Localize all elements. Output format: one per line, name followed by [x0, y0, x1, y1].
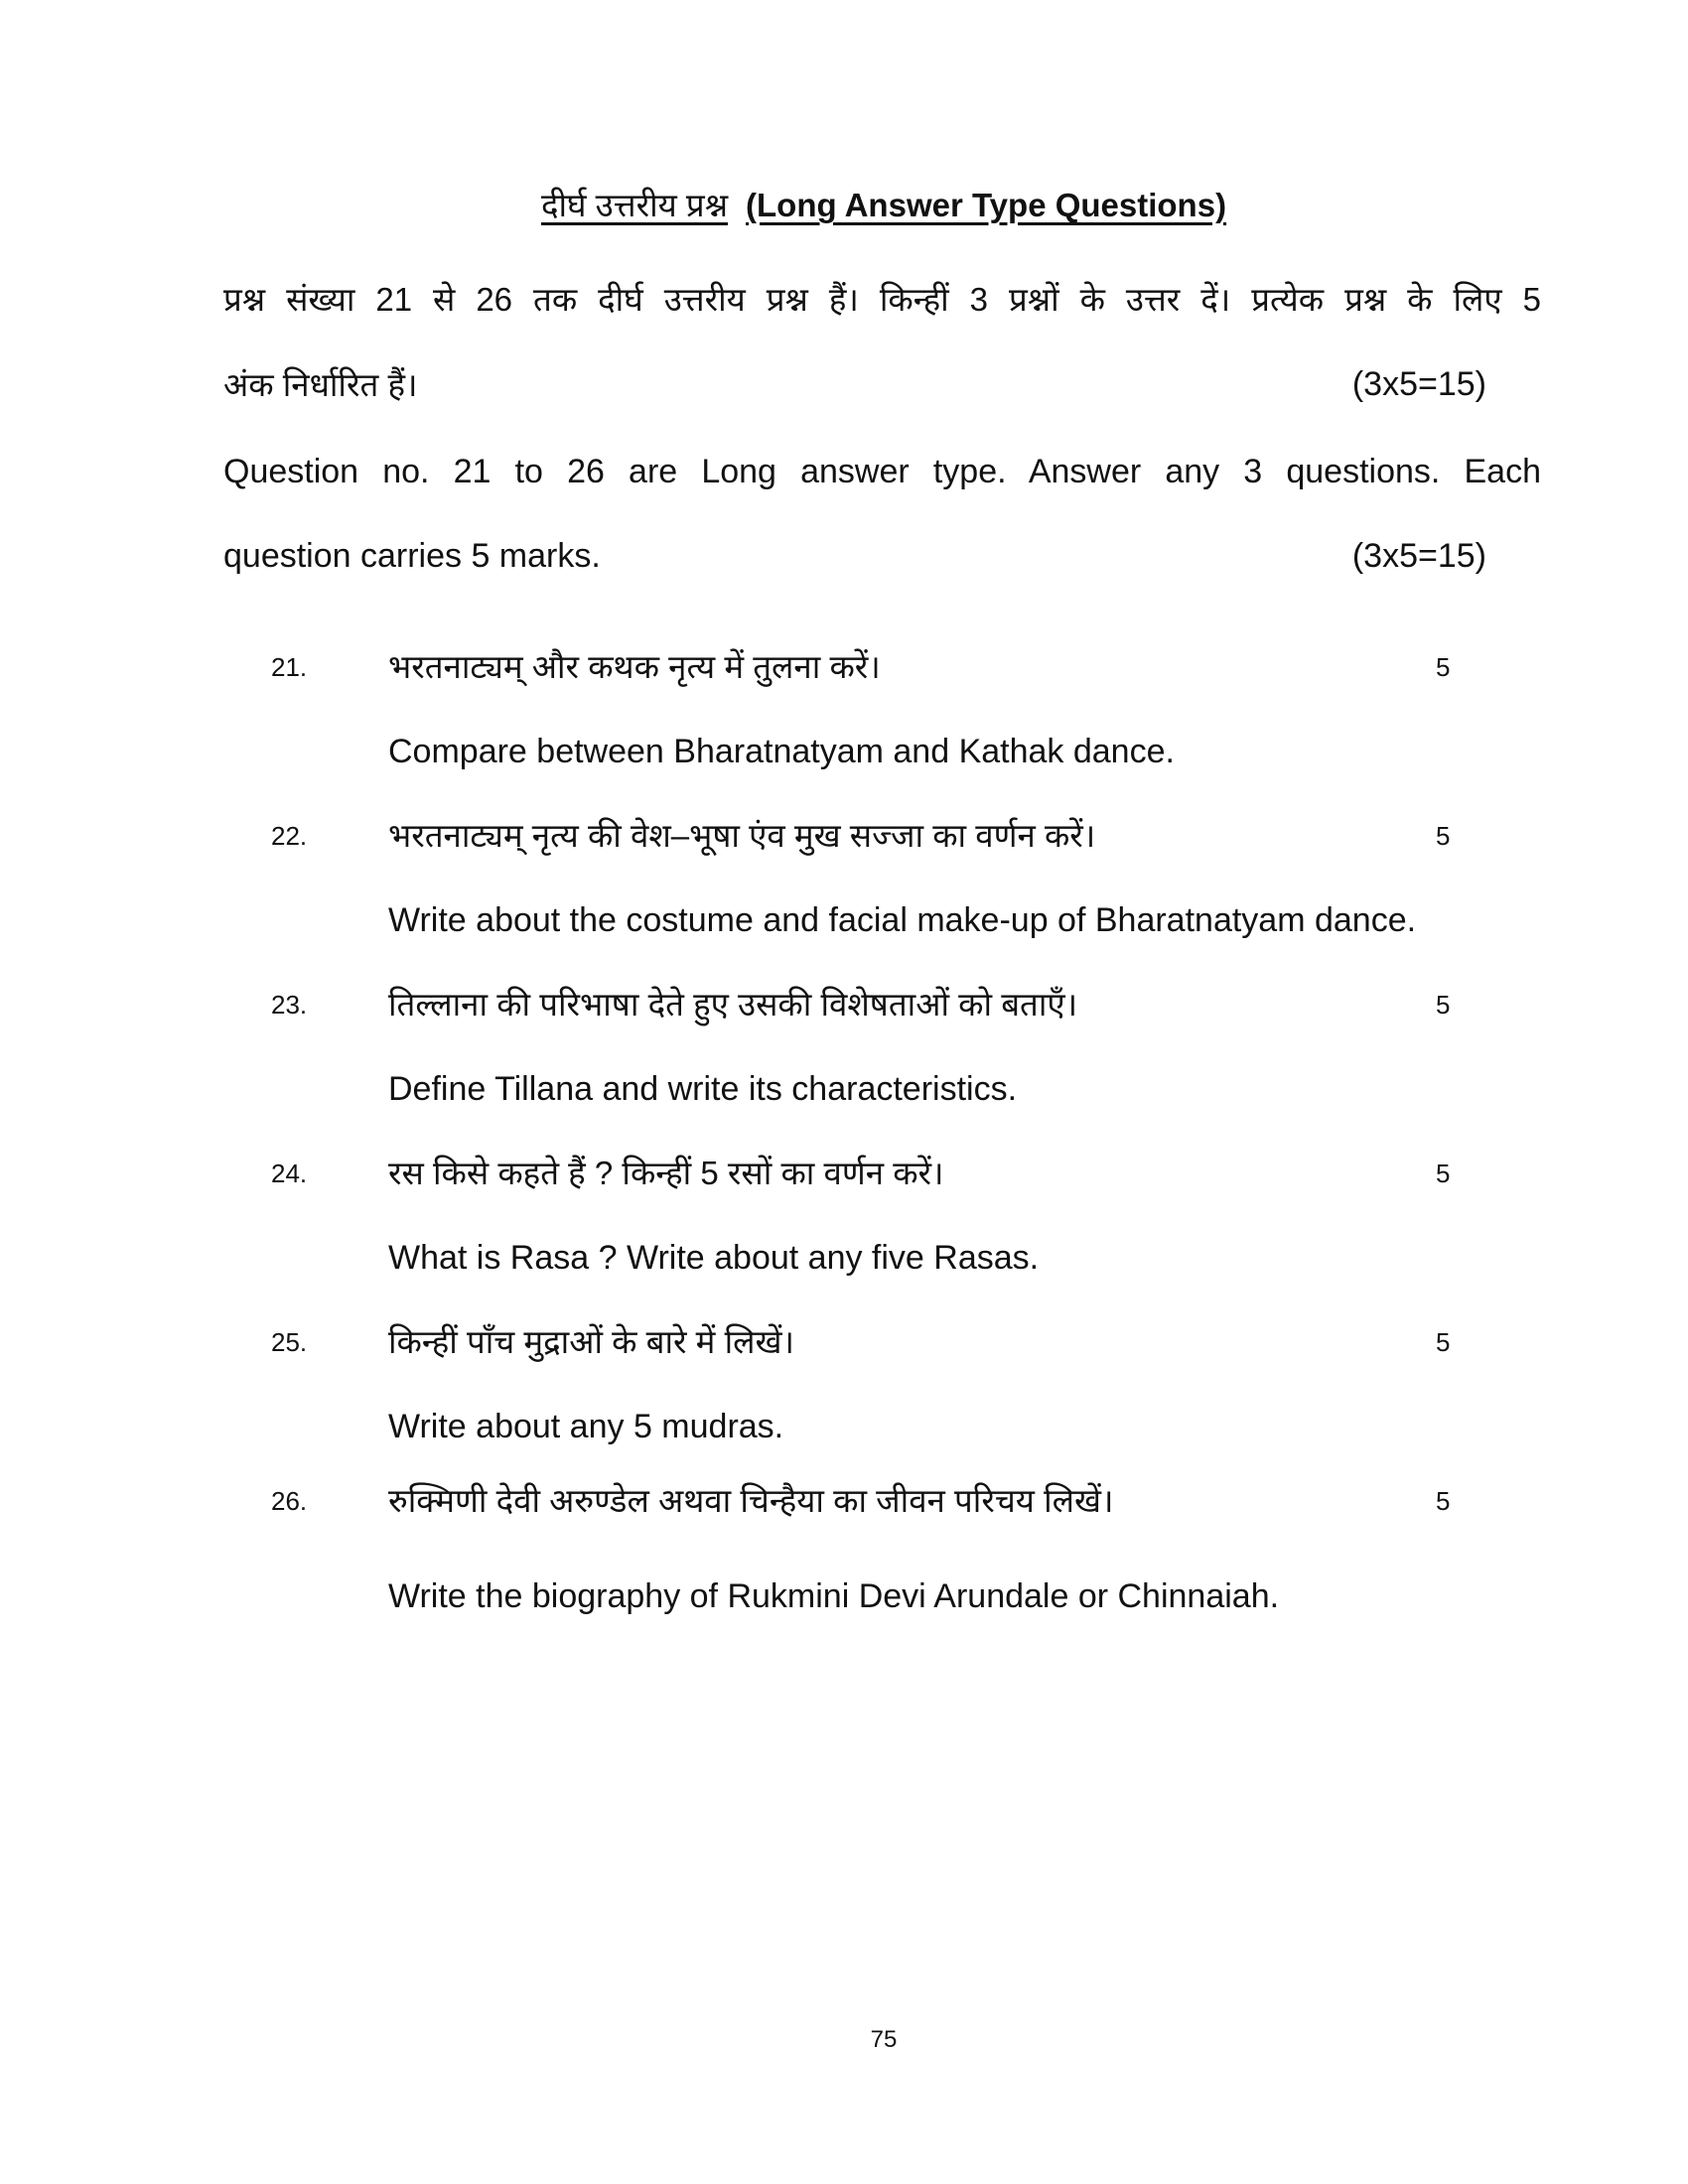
- section-title-hindi: दीर्घ उत्तरीय प्रश्न: [540, 187, 729, 223]
- question-text-english: Write the biography of Rukmini Devi Arundale or Chinnaiah.: [388, 1577, 1280, 1615]
- instructions-english-line-1: Question no. 21 to 26 are Long answer type. Answer any 3 questions. Each: [223, 453, 1541, 490]
- question-number: 24.: [271, 1159, 308, 1188]
- question-number: 25.: [271, 1327, 308, 1357]
- question-number: 26.: [271, 1486, 308, 1516]
- question-text-hindi: रुक्मिणी देवी अरुण्डेल अथवा चिन्हैया का जीवन परिचय लिखें।: [388, 1482, 1114, 1519]
- question-text-english: Write about any 5 mudras.: [388, 1408, 784, 1445]
- section-title: [0, 182, 1688, 229]
- question-marks: 5: [1436, 1486, 1451, 1516]
- question-marks: 5: [1436, 990, 1451, 1020]
- question-text-hindi: रस किसे कहते हैं ? किन्हीं 5 रसों का वर्णन करें।: [388, 1155, 944, 1191]
- question-marks: 5: [1436, 1159, 1451, 1188]
- instructions-hindi-line-1: प्रश्न संख्या 21 से 26 तक दीर्घ उत्तरीय प्रश्न हैं। किन्हीं 3 प्रश्नों के उत्तर दें। प्रत्येक प्रश्न के लिए 5: [223, 281, 1541, 318]
- question-number: 21.: [271, 652, 308, 682]
- instructions-english-marks: (3x5=15): [1351, 537, 1486, 575]
- question-text-english: Write about the costume and facial make-up of Bharatnatyam dance.: [388, 901, 1417, 939]
- question-text-hindi: भरतनाट्यम् और कथक नृत्य में तुलना करें।: [388, 648, 881, 685]
- instructions-english-line-2: question carries 5 marks.: [223, 537, 601, 575]
- question-marks: 5: [1436, 821, 1451, 851]
- question-marks: 5: [1436, 652, 1451, 682]
- question-text-hindi: तिल्लाना की परिभाषा देते हुए उसकी विशेषताओं को बताएँ।: [388, 986, 1078, 1023]
- question-number: 22.: [271, 821, 308, 851]
- page-number: 75: [870, 2026, 898, 2053]
- question-text-english: What is Rasa ? Write about any five Rasas.: [388, 1239, 1040, 1277]
- instructions-hindi-marks: (3x5=15): [1351, 365, 1486, 403]
- instructions-hindi-line-2: अंक निर्धारित हैं।: [223, 366, 418, 403]
- question-marks: 5: [1436, 1327, 1451, 1357]
- section-title-english: (Long Answer Type Questions): [746, 187, 1227, 223]
- question-text-hindi: किन्हीं पाँच मुद्राओं के बारे में लिखें।: [388, 1323, 795, 1360]
- question-text-hindi: भरतनाट्यम् नृत्य की वेश–भूषा एंव मुख सज्जा का वर्णन करें।: [388, 817, 1096, 854]
- question-text-english: Define Tillana and write its characteristics.: [388, 1070, 1018, 1108]
- question-text-english: Compare between Bharatnatyam and Kathak dance.: [388, 733, 1175, 770]
- question-number: 23.: [271, 990, 308, 1020]
